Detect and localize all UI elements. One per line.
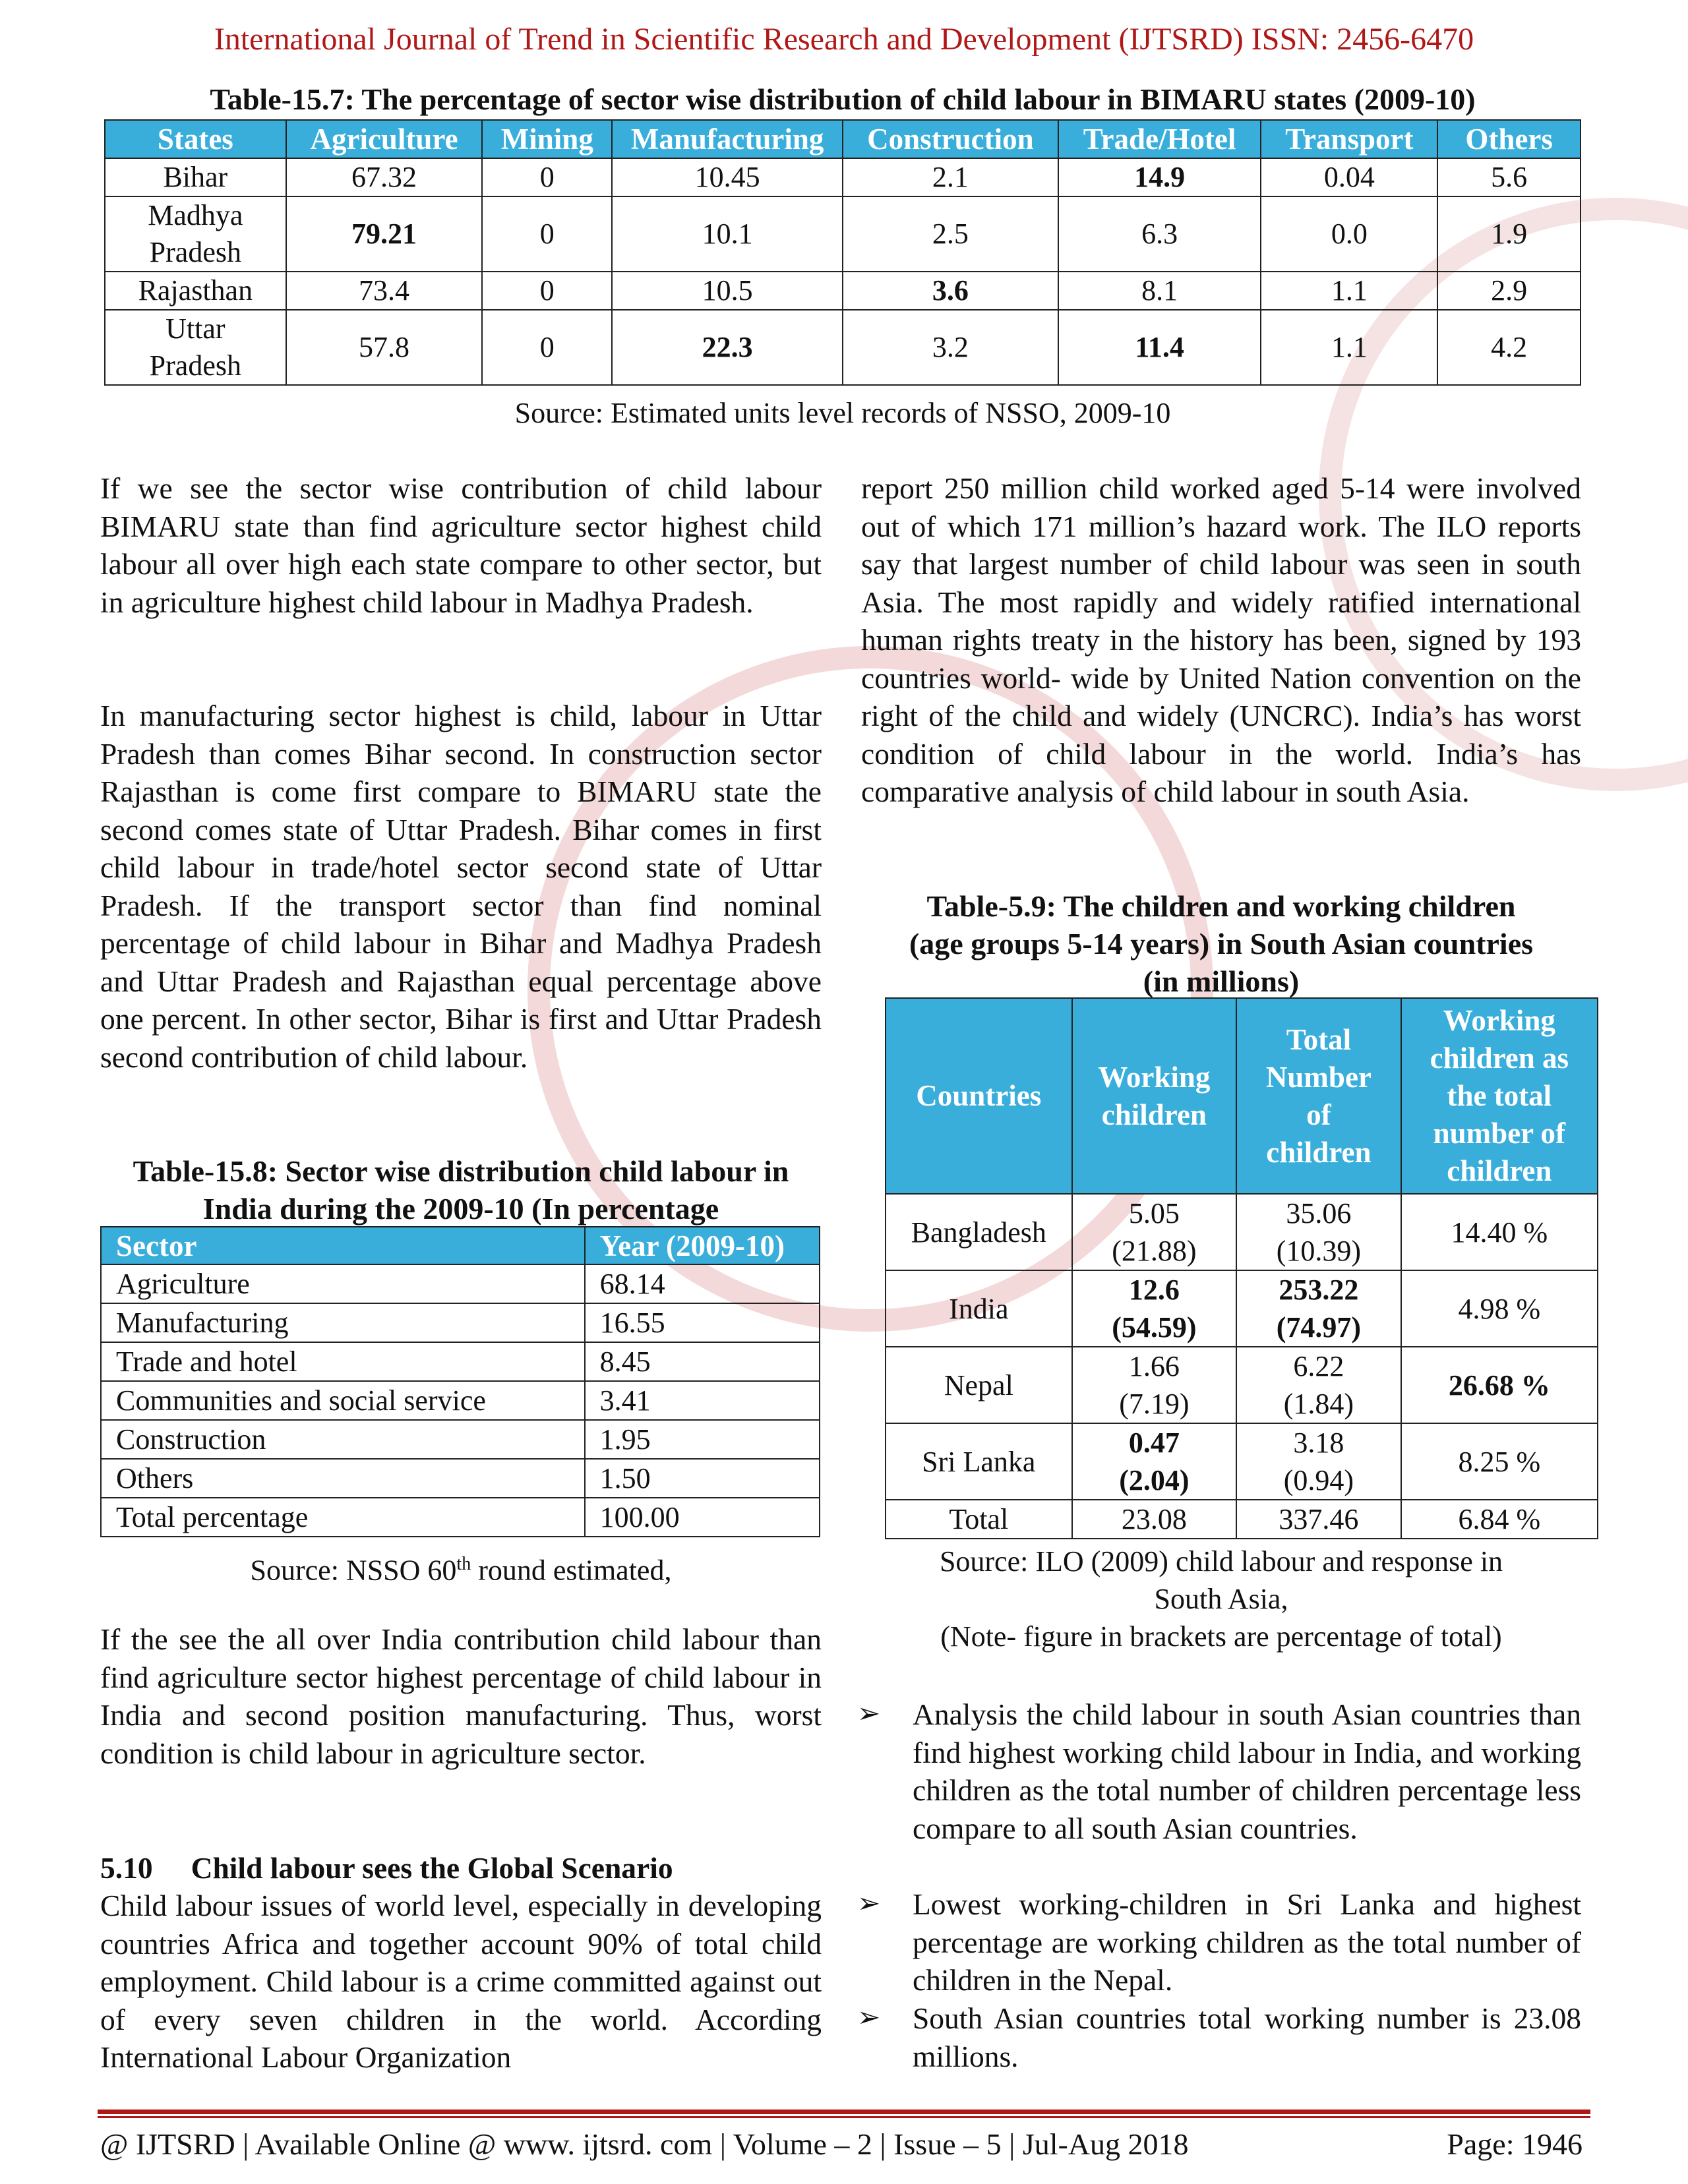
footer-rule-thin — [98, 2116, 1590, 2118]
source-line: Source: ILO (2009) child labour and response in — [939, 1545, 1503, 1578]
table-row — [101, 1498, 820, 1537]
cell-line: 12.6 — [1128, 1274, 1180, 1306]
col-header: Mining — [482, 120, 612, 158]
bimaru-sector-table — [104, 119, 1581, 386]
table-cell: 3.41 — [585, 1381, 820, 1420]
table-cell: 14.9 — [1058, 158, 1261, 196]
bullet-item — [857, 1999, 1581, 2075]
paragraph-text: If we see the sector wise contribution of child labour BIMARU state than find agriculture sector highest child labour all over high each state compare to other sector, but in agriculture highest child labour in Madhya Pradesh. — [100, 471, 822, 619]
col-header: Manufacturing — [612, 120, 843, 158]
table-cell: 1.9 — [1437, 196, 1581, 272]
col-header — [886, 998, 1072, 1194]
cell-line: 1.66 — [1128, 1350, 1180, 1382]
source-superscript: th — [456, 1554, 471, 1574]
paragraph-text: report 250 million child worked aged 5-14 were involved out of which 171 million’s hazard work. The ILO reports say that largest number of child labour was seen in south Asia. The most rapidly and widely ratified international human rights treaty in the history has been, signed by 193 countries world- wide by United Nation convention on the right of the child and widely (UNCRC). India’s has worst condition of child labour in the world. India’s has comparative analysis of child labour in south Asia. — [861, 471, 1581, 808]
south-asia-table — [885, 997, 1598, 1539]
arrow-bullet-icon: ➢ — [857, 1699, 881, 1729]
header-line: of — [1306, 1098, 1331, 1131]
header-line: children as — [1430, 1042, 1569, 1075]
country-cell: Bangladesh — [886, 1194, 1072, 1270]
table-cell: Total percentage — [101, 1498, 585, 1537]
col-header: States — [105, 120, 286, 158]
table-cell — [1072, 1423, 1237, 1500]
table-row — [101, 1381, 820, 1420]
table-cell: 23.08 — [1072, 1500, 1237, 1539]
table-cell: 10.45 — [612, 158, 843, 196]
footer-left-text: @ IJTSRD | Available Online @ www. ijtsrd. com | Volume – 2 | Issue – 5 | Jul-Aug 2018 — [100, 2127, 1189, 2161]
left-paragraph-3 — [100, 1620, 822, 1772]
caption-line: India during the 2009-10 (In percentage — [202, 1192, 719, 1225]
table-cell — [1236, 1194, 1401, 1270]
table-cell: 73.4 — [286, 272, 483, 310]
table-cell: Trade and hotel — [101, 1342, 585, 1381]
col-header — [1236, 998, 1401, 1194]
table-cell: 0 — [482, 272, 612, 310]
page-footer — [100, 2127, 1582, 2162]
table-cell — [1072, 1194, 1237, 1270]
table-row — [886, 1270, 1598, 1347]
table-cell: 0 — [482, 310, 612, 385]
india-sector-table — [100, 1226, 820, 1537]
cell-line: (10.39) — [1276, 1235, 1362, 1267]
source-text: Source: NSSO 60 — [250, 1554, 457, 1587]
caption-line: (age groups 5-14 years) in South Asian countries — [909, 927, 1534, 960]
state-cell — [105, 158, 286, 196]
table-row — [101, 1303, 820, 1342]
header-line: Countries — [916, 1079, 1042, 1112]
source-text: round estimated, — [471, 1554, 672, 1587]
section-heading — [100, 1849, 822, 1887]
table-cell: 2.9 — [1437, 272, 1581, 310]
footer-rule — [98, 2110, 1590, 2114]
table3-caption — [861, 887, 1581, 1000]
table-row — [886, 1423, 1598, 1500]
table-cell: 8.45 — [585, 1342, 820, 1381]
header-line: number of — [1433, 1117, 1566, 1150]
section-number: 5.10 — [100, 1851, 153, 1885]
table-cell: 6.84 % — [1401, 1500, 1598, 1539]
col-header — [1072, 998, 1237, 1194]
table-cell: 8.1 — [1058, 272, 1261, 310]
header-line: children — [1266, 1135, 1372, 1169]
section-title: Child labour sees the Global Scenario — [191, 1851, 673, 1885]
caption-line: Table-5.9: The children and working children — [926, 889, 1516, 923]
table-cell: 8.25 % — [1401, 1423, 1598, 1500]
header-line: Number — [1265, 1060, 1372, 1094]
table-cell: 100.00 — [585, 1498, 820, 1537]
table1-source: Source: Estimated units level records of NSSO, 2009-10 — [514, 397, 1171, 429]
table-cell: 79.21 — [286, 196, 483, 272]
left-paragraph-1 — [100, 469, 822, 621]
table-cell: 0.04 — [1261, 158, 1437, 196]
cell-line: 35.06 — [1286, 1197, 1352, 1229]
table-row — [101, 1420, 820, 1459]
table-cell: 0.0 — [1261, 196, 1437, 272]
state-cell — [105, 310, 286, 385]
cell-line: (21.88) — [1112, 1235, 1197, 1267]
paragraph-text: If the see the all over India contribution child labour than find agriculture sector highest percentage of child labour in India and second position manufacturing. Thus, worst condition is child labour in agriculture sector. — [100, 1622, 822, 1770]
bullet-text: South Asian countries total working number is 23.08 millions. — [913, 2001, 1581, 2073]
bullet-text: Lowest working-children in Sri Lanka and highest percentage are working children as the total number of children in the Nepal. — [913, 1887, 1581, 1997]
header-line: children — [1447, 1154, 1552, 1187]
col-header: Agriculture — [286, 120, 483, 158]
state-name: Rajasthan — [138, 274, 253, 307]
table-cell: Communities and social service — [101, 1381, 585, 1420]
source-line: South Asia, — [1154, 1583, 1288, 1615]
col-header: Construction — [843, 120, 1058, 158]
bullet-item — [857, 1885, 1581, 1999]
cell-line: (74.97) — [1276, 1311, 1362, 1343]
cell-line: (7.19) — [1119, 1388, 1190, 1420]
left-paragraph-4 — [100, 1887, 822, 2077]
table-total-row — [886, 1500, 1598, 1539]
country-cell: India — [886, 1270, 1072, 1347]
table-cell: 10.1 — [612, 196, 843, 272]
header-line: Working — [1443, 1004, 1555, 1037]
right-paragraph-1 — [861, 469, 1581, 811]
table3-note: (Note- figure in brackets are percentage of total) — [940, 1620, 1502, 1653]
arrow-bullet-icon: ➢ — [857, 2003, 881, 2033]
table-cell: Total — [886, 1500, 1072, 1539]
table-cell: 3.2 — [843, 310, 1058, 385]
state-name: Bihar — [163, 161, 228, 193]
table-row — [886, 1347, 1598, 1423]
table-header-row — [101, 1227, 820, 1264]
table3-source — [861, 1543, 1581, 1655]
table-cell: 4.2 — [1437, 310, 1581, 385]
table-cell: 0 — [482, 158, 612, 196]
cell-line: 3.18 — [1293, 1427, 1344, 1459]
col-header: Year (2009-10) — [585, 1227, 820, 1264]
table-row — [105, 310, 1581, 385]
cell-line: 0.47 — [1128, 1427, 1180, 1459]
table-cell — [1072, 1347, 1237, 1423]
table-cell: 337.46 — [1236, 1500, 1401, 1539]
table-cell: Agriculture — [101, 1264, 585, 1303]
table-row — [101, 1264, 820, 1303]
cell-line: (2.04) — [1119, 1464, 1190, 1496]
table-row — [101, 1459, 820, 1498]
table-cell: 11.4 — [1058, 310, 1261, 385]
cell-line: 253.22 — [1279, 1274, 1359, 1306]
state-name-line: Pradesh — [149, 349, 241, 382]
table-cell: 16.55 — [585, 1303, 820, 1342]
table-cell: 6.3 — [1058, 196, 1261, 272]
table-row — [105, 272, 1581, 310]
table-row — [886, 1194, 1598, 1270]
table-cell: 3.6 — [843, 272, 1058, 310]
table-cell: 1.1 — [1261, 272, 1437, 310]
left-paragraph-2 — [100, 697, 822, 1076]
table-header-row — [105, 120, 1581, 158]
table-row — [101, 1342, 820, 1381]
table-row — [105, 196, 1581, 272]
table-cell: 68.14 — [585, 1264, 820, 1303]
table-cell: Manufacturing — [101, 1303, 585, 1342]
table-cell — [1072, 1270, 1237, 1347]
table-cell — [1236, 1423, 1401, 1500]
table-cell: 22.3 — [612, 310, 843, 385]
caption-line: (in millions) — [1143, 964, 1300, 998]
table-cell: 4.98 % — [1401, 1270, 1598, 1347]
table-cell: 0 — [482, 196, 612, 272]
table-cell — [1236, 1270, 1401, 1347]
table2-caption — [100, 1152, 822, 1227]
country-cell: Nepal — [886, 1347, 1072, 1423]
state-name-line: Uttar — [166, 312, 226, 345]
col-header: Sector — [101, 1227, 585, 1264]
table-cell: Construction — [101, 1420, 585, 1459]
country-cell: Sri Lanka — [886, 1423, 1072, 1500]
col-header: Transport — [1261, 120, 1437, 158]
state-name-line: Pradesh — [149, 236, 241, 268]
table-row — [105, 158, 1581, 196]
table-cell: 57.8 — [286, 310, 483, 385]
paragraph-text: In manufacturing sector highest is child, labour in Uttar Pradesh than comes Bihar second. In construction sector Rajasthan is come first compare to BIMARU state the second comes state of Uttar Pradesh. Bihar comes in first child labour in trade/hotel sector second state of Uttar Pradesh. If the transport sector than find nominal percentage of child labour in Bihar and Madhya Pradesh and Uttar Pradesh and Rajasthan equal percentage above one percent. In other sector, Bihar is first and Uttar Pradesh second contribution of child labour. — [100, 699, 822, 1074]
table-cell: 1.95 — [585, 1420, 820, 1459]
table1-caption: Table-15.7: The percentage of sector wise distribution of child labour in BIMARU states (2009-10) — [210, 82, 1476, 116]
table-cell: 1.50 — [585, 1459, 820, 1498]
journal-header: International Journal of Trend in Scientific Research and Development (IJTSRD) ISSN: 2456-6470 — [214, 22, 1474, 57]
table-cell: 14.40 % — [1401, 1194, 1598, 1270]
cell-line: 5.05 — [1128, 1197, 1180, 1229]
header-line: children — [1101, 1098, 1207, 1131]
table-cell — [1236, 1347, 1401, 1423]
bullet-item — [857, 1696, 1581, 1847]
table-cell: 5.6 — [1437, 158, 1581, 196]
header-line: Working — [1098, 1060, 1211, 1094]
paragraph-text: Child labour issues of world level, especially in developing countries Africa and together account 90% of total child employment. Child labour is a crime committed against out of every seven children in the world. According International Labour Organization — [100, 1889, 822, 2074]
cell-line: (54.59) — [1112, 1311, 1197, 1343]
arrow-bullet-icon: ➢ — [857, 1889, 881, 1919]
table-cell: 2.1 — [843, 158, 1058, 196]
state-name-line: Madhya — [148, 199, 243, 231]
table-cell: 1.1 — [1261, 310, 1437, 385]
table-cell: Others — [101, 1459, 585, 1498]
col-header: Others — [1437, 120, 1581, 158]
state-cell — [105, 272, 286, 310]
table-cell: 26.68 % — [1401, 1347, 1598, 1423]
header-line: Total — [1286, 1022, 1352, 1056]
cell-line: 6.22 — [1293, 1350, 1344, 1382]
table-cell: 67.32 — [286, 158, 483, 196]
col-header — [1401, 998, 1598, 1194]
state-cell — [105, 196, 286, 272]
table2-source — [100, 1545, 822, 1589]
cell-line: (0.94) — [1283, 1464, 1354, 1496]
page-number: Page: 1946 — [1447, 2127, 1582, 2161]
bullet-text: Analysis the child labour in south Asian countries than find highest working child labour in India, and working children as the total number of children percentage less compare to all south Asian countries. — [913, 1697, 1581, 1845]
header-line: the total — [1447, 1079, 1552, 1112]
table-cell: 10.5 — [612, 272, 843, 310]
table-cell: 2.5 — [843, 196, 1058, 272]
table-header-row — [886, 998, 1598, 1194]
col-header: Trade/Hotel — [1058, 120, 1261, 158]
cell-line: (1.84) — [1283, 1388, 1354, 1420]
caption-line: Table-15.8: Sector wise distribution child labour in — [133, 1154, 789, 1188]
